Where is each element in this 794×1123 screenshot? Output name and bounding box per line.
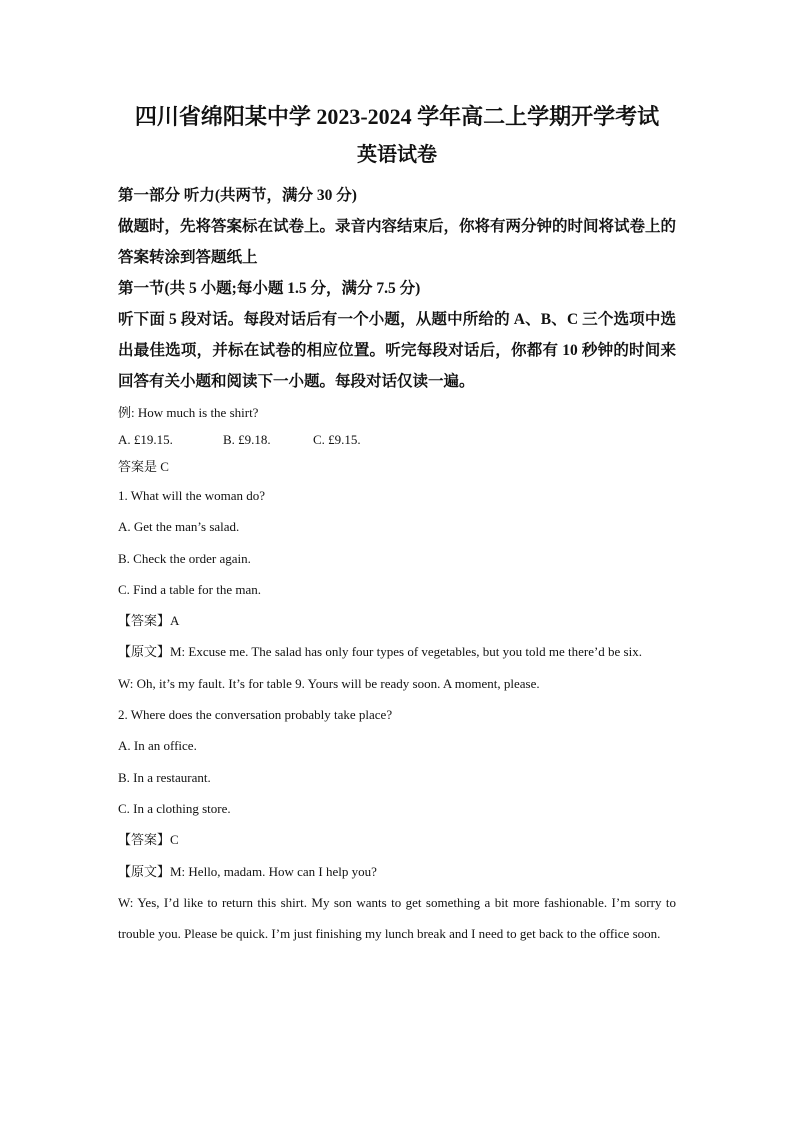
page-subtitle: 英语试卷 — [357, 144, 437, 166]
example-question: 例: How much is the shirt? — [118, 405, 259, 420]
part1-heading: 第一部分 听力(共两节，满分 30 分) — [118, 187, 357, 204]
q2-option-c: C. In a clothing store. — [118, 800, 231, 816]
example-options — [118, 426, 676, 453]
page-title: 四川省绵阳某中学 2023-2024 学年高二上学期开学考试 — [134, 104, 660, 129]
q2-question: 2. Where does the conversation probably take place? — [118, 707, 393, 723]
q1-option-c: C. Find a table for the man. — [118, 581, 261, 597]
example-option-b: B. £9.18. — [223, 432, 271, 447]
q2-transcript-woman: W: Yes, I’d like to return this shirt. My son wants to get something a bit more fashionable. I’m sorry to trouble you. Please be quick. I’m just finishing my lunch break and I need to get back to the office soon. — [118, 894, 676, 942]
q2-option-b: B. In a restaurant. — [118, 769, 211, 785]
section1-instruction: 听下面 5 段对话。每段对话后有一个小题，从题中所给的 A、B、C 三个选项中选出最佳选项，并标在试卷的相应位置。听完每段对话后，你都有 10 秒钟的时间来回答有关小题和阅读下一小题。每段对话仅读一遍。 — [118, 311, 676, 390]
example-option-c: C. £9.15. — [313, 432, 361, 447]
q1-question: 1. What will the woman do? — [118, 488, 266, 503]
section1-heading: 第一节(共 5 小题;每小题 1.5 分，满分 7.5 分) — [118, 280, 421, 297]
example-answer: 答案是 C — [118, 459, 169, 474]
q2-option-a: A. In an office. — [118, 738, 197, 754]
q1-transcript-woman: W: Oh, it’s my fault. It’s for table 9. Yours will be ready soon. A moment, please. — [118, 675, 540, 691]
part1-instruction: 做题时，先将答案标在试卷上。录音内容结束后，你将有两分钟的时间将试卷上的答案转涂到答题纸上 — [118, 218, 677, 266]
q1-option-b: B. Check the order again. — [118, 550, 251, 566]
example-option-a: A. £19.15. — [118, 432, 173, 447]
q2-transcript-man: 【原文】M: Hello, madam. How can I help you? — [118, 863, 377, 879]
q2-answer: 【答案】C — [118, 832, 179, 848]
q1-option-a: A. Get the man’s salad. — [118, 519, 240, 535]
q1-answer: 【答案】A — [118, 613, 180, 629]
q1-transcript-man: 【原文】M: Excuse me. The salad has only four types of vegetables, but you told me there’d be six. — [118, 644, 642, 660]
